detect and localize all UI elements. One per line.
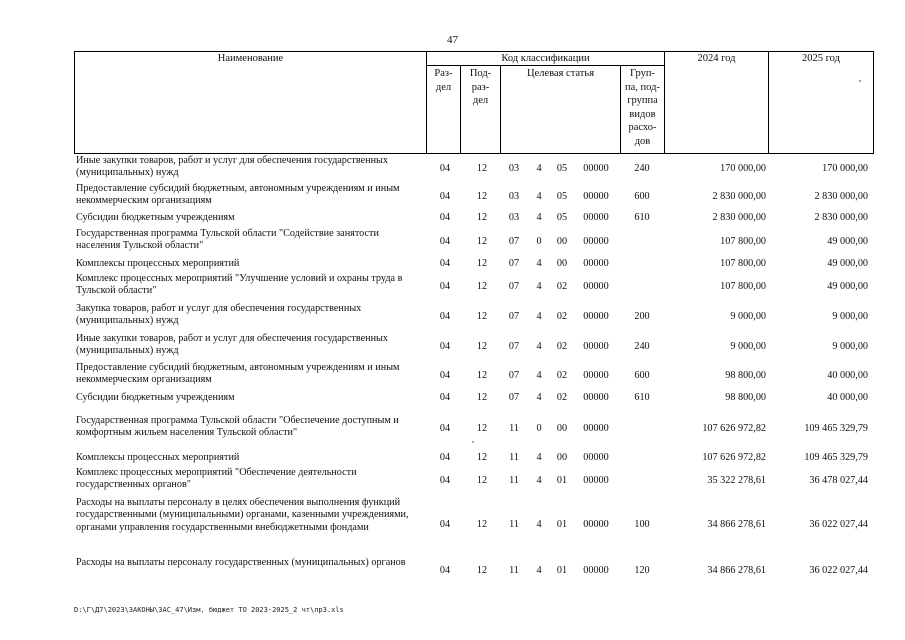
table-row bbox=[74, 497, 874, 555]
cell-direction: 00000 bbox=[583, 565, 609, 576]
cell-complex: 05 bbox=[556, 191, 568, 202]
cell-expense-type: 610 bbox=[634, 212, 650, 223]
cell-complex: 00 bbox=[556, 452, 568, 463]
cell-podrazdel: 12 bbox=[476, 565, 488, 576]
table-row bbox=[74, 414, 874, 444]
cell-razdel: 04 bbox=[439, 519, 451, 530]
cell-razdel: 04 bbox=[439, 191, 451, 202]
header-razdel-line: Раз- bbox=[434, 68, 453, 79]
cell-amount-2024: 2 830 000,00 bbox=[712, 212, 766, 223]
header-group-line: видов bbox=[629, 108, 656, 120]
cell-direction: 00000 bbox=[583, 163, 609, 174]
header-right-border bbox=[873, 51, 874, 154]
cell-razdel: 04 bbox=[439, 258, 451, 269]
header-divider-2024 bbox=[664, 51, 665, 154]
cell-complex: 05 bbox=[556, 163, 568, 174]
cell-complex: 01 bbox=[556, 565, 568, 576]
row-name: Государственная программа Тульской области "Содействие занятости населения Тульской области" bbox=[76, 228, 379, 252]
page-number: 47 bbox=[447, 34, 458, 46]
table-row bbox=[74, 211, 874, 227]
cell-amount-2024: 107 800,00 bbox=[720, 281, 766, 292]
cell-expense-type: 120 bbox=[634, 565, 650, 576]
cell-podrazdel: 12 bbox=[476, 392, 488, 403]
cell-amount-2025: 49 000,00 bbox=[827, 258, 868, 269]
table-row bbox=[74, 451, 874, 467]
cell-expense-type: 610 bbox=[634, 392, 650, 403]
cell-program: 03 bbox=[508, 163, 520, 174]
cell-expense-type: 200 bbox=[634, 311, 650, 322]
table-row bbox=[74, 362, 874, 390]
cell-podrazdel: 12 bbox=[476, 452, 488, 463]
cell-podrazdel: 12 bbox=[476, 370, 488, 381]
cell-amount-2024: 107 626 972,82 bbox=[702, 452, 766, 463]
cell-amount-2025: 49 000,00 bbox=[827, 281, 868, 292]
cell-complex: 02 bbox=[556, 311, 568, 322]
cell-program: 11 bbox=[509, 519, 519, 530]
header-podrazdel-line: раз- bbox=[471, 81, 490, 93]
header-year-2025: 2025 год bbox=[802, 53, 840, 64]
cell-type: 0 bbox=[536, 423, 542, 434]
cell-podrazdel: 12 bbox=[476, 341, 488, 352]
cell-program: 07 bbox=[508, 370, 520, 381]
cell-direction: 00000 bbox=[583, 475, 609, 486]
cell-amount-2025: 170 000,00 bbox=[822, 163, 868, 174]
cell-podrazdel: 12 bbox=[476, 519, 488, 530]
cell-type: 4 bbox=[536, 212, 542, 223]
header-razdel-line: дел bbox=[435, 81, 452, 93]
cell-amount-2025: 40 000,00 bbox=[827, 392, 868, 403]
cell-program: 07 bbox=[508, 341, 520, 352]
table-row bbox=[74, 333, 874, 361]
cell-amount-2024: 107 800,00 bbox=[720, 236, 766, 247]
cell-complex: 02 bbox=[556, 341, 568, 352]
cell-program: 11 bbox=[509, 565, 519, 576]
cell-razdel: 04 bbox=[439, 475, 451, 486]
cell-direction: 00000 bbox=[583, 370, 609, 381]
cell-amount-2025: 2 830 000,00 bbox=[814, 212, 868, 223]
cell-razdel: 04 bbox=[439, 423, 451, 434]
cell-type: 4 bbox=[536, 163, 542, 174]
header-divider-2025 bbox=[768, 51, 769, 154]
cell-type: 0 bbox=[536, 236, 542, 247]
cell-expense-type: 600 bbox=[634, 370, 650, 381]
cell-razdel: 04 bbox=[439, 163, 451, 174]
cell-program: 11 bbox=[509, 452, 519, 463]
cell-razdel: 04 bbox=[439, 452, 451, 463]
header-year-2024: 2024 год bbox=[697, 53, 736, 64]
cell-complex: 02 bbox=[556, 392, 568, 403]
cell-direction: 00000 bbox=[583, 236, 609, 247]
cell-amount-2024: 107 626 972,82 bbox=[702, 423, 766, 434]
scan-speck bbox=[859, 80, 861, 82]
cell-amount-2025: 36 022 027,44 bbox=[809, 519, 868, 530]
cell-complex: 00 bbox=[556, 236, 568, 247]
cell-razdel: 04 bbox=[439, 311, 451, 322]
cell-complex: 02 bbox=[556, 370, 568, 381]
table-row bbox=[74, 257, 874, 273]
cell-amount-2024: 170 000,00 bbox=[720, 163, 766, 174]
cell-program: 07 bbox=[508, 392, 520, 403]
header-group-line: па, под- bbox=[625, 81, 660, 93]
header-podrazdel-line: Под- bbox=[469, 68, 492, 79]
table-row bbox=[74, 391, 874, 407]
row-name: Комплекс процессных мероприятий "Улучшение условий и охраны труда в Тульской области" bbox=[76, 273, 403, 297]
row-name: Расходы на выплаты персоналу в целях обеспечения выполнения функций государственными (муниципальными) органами, казенными учреждениями, органами управления государственными внебюджетными фондами bbox=[76, 497, 409, 533]
cell-program: 07 bbox=[508, 311, 520, 322]
table-row bbox=[74, 155, 874, 183]
cell-razdel: 04 bbox=[439, 370, 451, 381]
cell-program: 07 bbox=[508, 258, 520, 269]
table-row bbox=[74, 467, 874, 495]
cell-podrazdel: 12 bbox=[476, 423, 488, 434]
cell-razdel: 04 bbox=[439, 281, 451, 292]
cell-amount-2024: 107 800,00 bbox=[720, 258, 766, 269]
cell-podrazdel: 12 bbox=[476, 475, 488, 486]
cell-direction: 00000 bbox=[583, 423, 609, 434]
cell-program: 11 bbox=[509, 423, 519, 434]
cell-program: 07 bbox=[508, 236, 520, 247]
cell-amount-2025: 40 000,00 bbox=[827, 370, 868, 381]
cell-amount-2024: 98 800,00 bbox=[725, 392, 766, 403]
cell-amount-2025: 2 830 000,00 bbox=[814, 191, 868, 202]
header-left-border bbox=[74, 51, 75, 154]
cell-amount-2024: 35 322 278,61 bbox=[707, 475, 766, 486]
cell-type: 4 bbox=[536, 519, 542, 530]
row-name: Субсидии бюджетным учреждениям bbox=[76, 212, 235, 223]
cell-direction: 00000 bbox=[583, 258, 609, 269]
cell-type: 4 bbox=[536, 452, 542, 463]
cell-type: 4 bbox=[536, 191, 542, 202]
header-target-article: Целевая статья bbox=[526, 68, 595, 79]
cell-amount-2025: 9 000,00 bbox=[832, 311, 868, 322]
cell-complex: 00 bbox=[556, 423, 568, 434]
cell-amount-2025: 109 465 329,79 bbox=[804, 423, 868, 434]
row-name: Государственная программа Тульской области "Обеспечение доступным и комфортным жильем населения Тульской области" bbox=[76, 415, 399, 439]
cell-type: 4 bbox=[536, 370, 542, 381]
header-group-line: группа bbox=[627, 95, 658, 106]
cell-podrazdel: 12 bbox=[476, 191, 488, 202]
cell-razdel: 04 bbox=[439, 236, 451, 247]
header-podrazdel bbox=[461, 67, 500, 108]
cell-razdel: 04 bbox=[439, 212, 451, 223]
cell-complex: 01 bbox=[556, 519, 568, 530]
table-row bbox=[74, 302, 874, 332]
table-row bbox=[74, 557, 874, 585]
cell-complex: 05 bbox=[556, 212, 568, 223]
header-name: Наименование bbox=[217, 53, 284, 64]
cell-podrazdel: 12 bbox=[476, 212, 488, 223]
cell-razdel: 04 bbox=[439, 341, 451, 352]
header-group-line: Груп- bbox=[630, 68, 655, 79]
row-name: Закупка товаров, работ и услуг для обеспечения государственных (муниципальных) нужд bbox=[76, 303, 362, 327]
cell-amount-2025: 36 478 027,44 bbox=[809, 475, 868, 486]
header-expense-group bbox=[621, 67, 664, 148]
cell-complex: 02 bbox=[556, 281, 568, 292]
cell-type: 4 bbox=[536, 565, 542, 576]
cell-podrazdel: 12 bbox=[476, 281, 488, 292]
cell-direction: 00000 bbox=[583, 341, 609, 352]
row-name: Предоставление субсидий бюджетным, автономным учреждениям и иным некоммерческим организациям bbox=[76, 362, 400, 386]
cell-direction: 00000 bbox=[583, 452, 609, 463]
row-name: Иные закупки товаров, работ и услуг для обеспечения государственных (муниципальных) нужд bbox=[76, 155, 388, 179]
header-podrazdel-line: дел bbox=[472, 95, 489, 106]
cell-type: 4 bbox=[536, 475, 542, 486]
cell-expense-type: 240 bbox=[634, 163, 650, 174]
row-name: Комплекс процессных мероприятий "Обеспечение деятельности государственных органов" bbox=[76, 467, 357, 491]
cell-amount-2024: 34 866 278,61 bbox=[707, 565, 766, 576]
table-row bbox=[74, 183, 874, 211]
cell-podrazdel: 12 bbox=[476, 236, 488, 247]
header-classification: Код классификации bbox=[501, 53, 590, 64]
cell-direction: 00000 bbox=[583, 212, 609, 223]
cell-type: 4 bbox=[536, 311, 542, 322]
header-group-line: расхо- bbox=[628, 122, 657, 133]
cell-amount-2024: 9 000,00 bbox=[730, 341, 766, 352]
cell-podrazdel: 12 bbox=[476, 163, 488, 174]
cell-amount-2024: 34 866 278,61 bbox=[707, 519, 766, 530]
cell-expense-type: 100 bbox=[634, 519, 650, 530]
cell-program: 03 bbox=[508, 212, 520, 223]
cell-razdel: 04 bbox=[439, 565, 451, 576]
cell-program: 03 bbox=[508, 191, 520, 202]
row-name: Комплексы процессных мероприятий bbox=[76, 452, 240, 463]
cell-podrazdel: 12 bbox=[476, 258, 488, 269]
row-name: Предоставление субсидий бюджетным, автономным учреждениям и иным некоммерческим организациям bbox=[76, 183, 400, 207]
cell-type: 4 bbox=[536, 392, 542, 403]
cell-direction: 00000 bbox=[583, 311, 609, 322]
cell-amount-2024: 9 000,00 bbox=[730, 311, 766, 322]
cell-direction: 00000 bbox=[583, 519, 609, 530]
cell-direction: 00000 bbox=[583, 191, 609, 202]
row-name: Субсидии бюджетным учреждениям bbox=[76, 392, 235, 403]
cell-direction: 00000 bbox=[583, 392, 609, 403]
table-row bbox=[74, 273, 874, 301]
cell-amount-2025: 9 000,00 bbox=[832, 341, 868, 352]
header-razdel bbox=[427, 67, 460, 94]
header-bottom-border bbox=[74, 153, 874, 154]
cell-program: 11 bbox=[509, 475, 519, 486]
cell-razdel: 04 bbox=[439, 392, 451, 403]
cell-amount-2025: 109 465 329,79 bbox=[804, 452, 868, 463]
cell-type: 4 bbox=[536, 281, 542, 292]
cell-expense-type: 600 bbox=[634, 191, 650, 202]
file-path-footer: D:\Г\Д7\2023\ЗАКОНЫ\ЗАС_47\Изм. бюджет ТО 2023-2025_2 чт\пр3.xls bbox=[74, 606, 344, 614]
cell-amount-2025: 49 000,00 bbox=[827, 236, 868, 247]
cell-complex: 01 bbox=[556, 475, 568, 486]
cell-amount-2025: 36 022 027,44 bbox=[809, 565, 868, 576]
cell-amount-2024: 2 830 000,00 bbox=[712, 191, 766, 202]
cell-type: 4 bbox=[536, 341, 542, 352]
header-group-line: дов bbox=[634, 135, 651, 147]
cell-direction: 00000 bbox=[583, 281, 609, 292]
cell-amount-2024: 98 800,00 bbox=[725, 370, 766, 381]
row-name: Комплексы процессных мероприятий bbox=[76, 258, 240, 269]
cell-expense-type: 240 bbox=[634, 341, 650, 352]
row-name: Расходы на выплаты персоналу государственных (муниципальных) органов bbox=[76, 557, 406, 568]
row-name: Иные закупки товаров, работ и услуг для обеспечения государственных (муниципальных) нужд bbox=[76, 333, 388, 357]
cell-program: 07 bbox=[508, 281, 520, 292]
cell-type: 4 bbox=[536, 258, 542, 269]
table-row bbox=[74, 228, 874, 256]
cell-podrazdel: 12 bbox=[476, 311, 488, 322]
cell-complex: 00 bbox=[556, 258, 568, 269]
